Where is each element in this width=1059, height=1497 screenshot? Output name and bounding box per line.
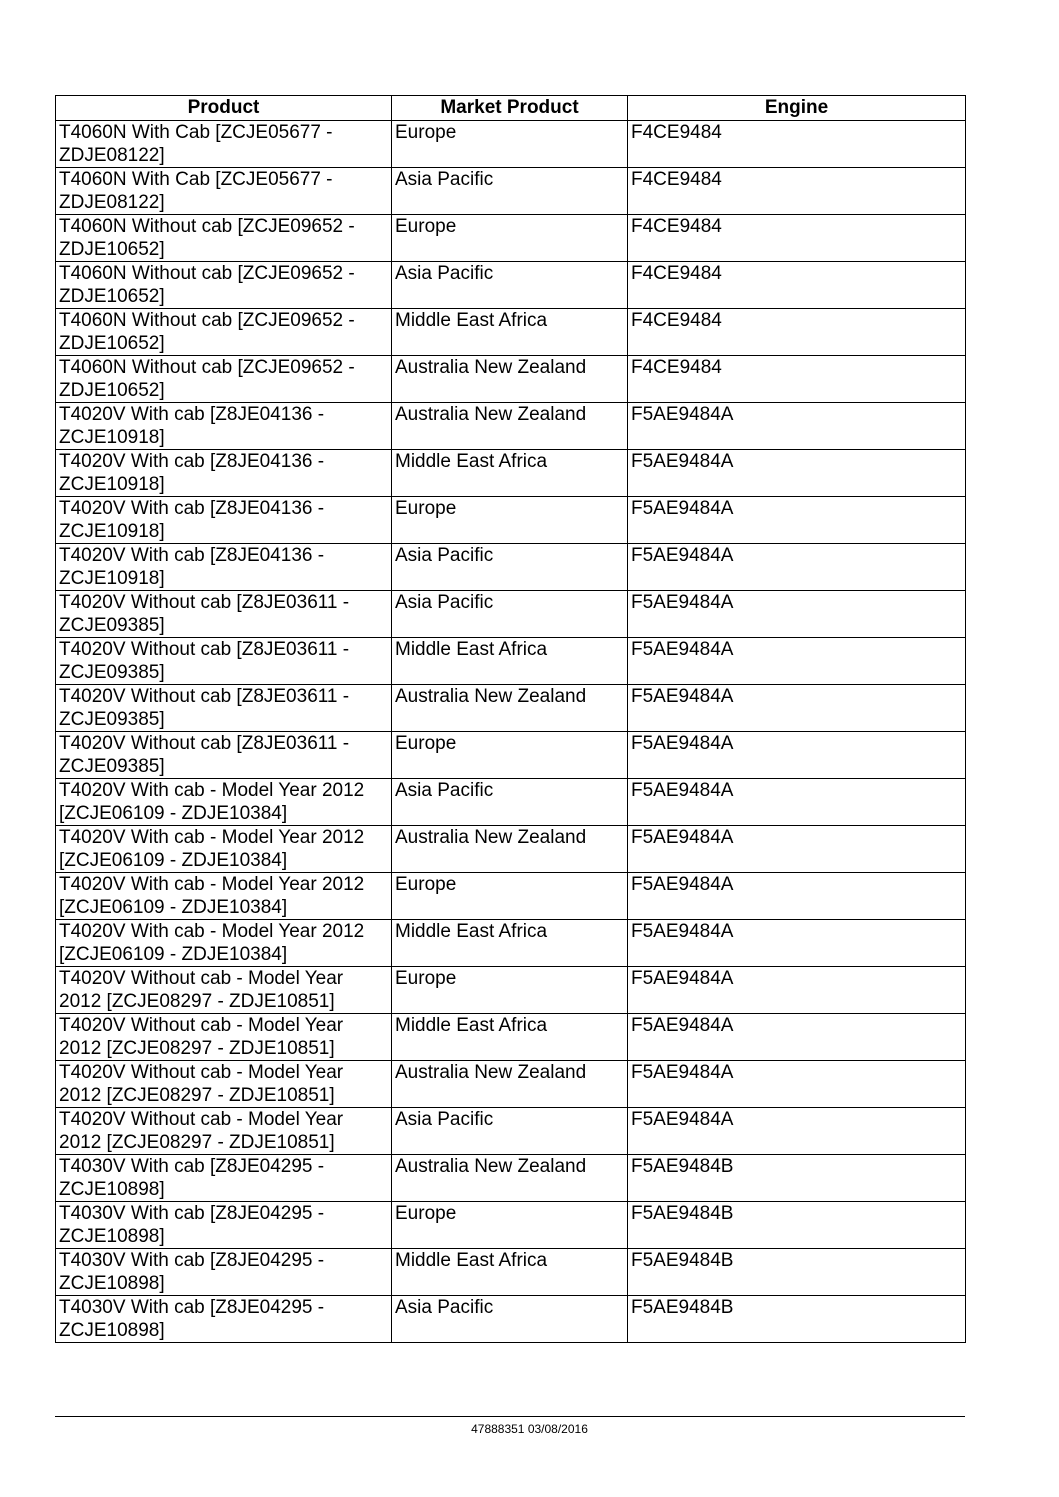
table-row	[56, 779, 966, 826]
cell-product: T4020V Without cab - Model Year 2012 [ZCJE08297 - ZDJE10851]	[56, 1061, 392, 1108]
table-row	[56, 544, 966, 591]
cell-engine: F5AE9484A	[628, 1014, 966, 1061]
cell-engine: F5AE9484B	[628, 1202, 966, 1249]
cell-engine: F4CE9484	[628, 121, 966, 168]
product-engine-table	[55, 95, 966, 1343]
cell-product: T4020V Without cab - Model Year 2012 [ZCJE08297 - ZDJE10851]	[56, 1108, 392, 1155]
table-row	[56, 356, 966, 403]
cell-market-product: Europe	[392, 732, 628, 779]
cell-engine: F5AE9484A	[628, 450, 966, 497]
cell-product: T4020V With cab - Model Year 2012 [ZCJE06109 - ZDJE10384]	[56, 826, 392, 873]
cell-engine: F4CE9484	[628, 309, 966, 356]
header-market-product: Market Product	[392, 96, 628, 121]
cell-market-product: Asia Pacific	[392, 168, 628, 215]
table-row	[56, 732, 966, 779]
cell-engine: F5AE9484A	[628, 591, 966, 638]
cell-engine: F5AE9484A	[628, 967, 966, 1014]
cell-engine: F5AE9484A	[628, 826, 966, 873]
cell-product: T4060N Without cab [ZCJE09652 - ZDJE10652]	[56, 356, 392, 403]
cell-product: T4020V With cab [Z8JE04136 - ZCJE10918]	[56, 544, 392, 591]
cell-product: T4060N Without cab [ZCJE09652 - ZDJE10652]	[56, 215, 392, 262]
cell-product: T4020V With cab [Z8JE04136 - ZCJE10918]	[56, 497, 392, 544]
table-header-row	[56, 96, 966, 121]
cell-engine: F4CE9484	[628, 215, 966, 262]
table-body	[56, 121, 966, 1343]
table-row	[56, 685, 966, 732]
cell-engine: F5AE9484A	[628, 732, 966, 779]
cell-product: T4020V With cab - Model Year 2012 [ZCJE06109 - ZDJE10384]	[56, 920, 392, 967]
cell-engine: F5AE9484A	[628, 638, 966, 685]
cell-market-product: Australia New Zealand	[392, 356, 628, 403]
cell-market-product: Middle East Africa	[392, 638, 628, 685]
table-row	[56, 1061, 966, 1108]
footer-divider	[55, 1416, 965, 1417]
cell-market-product: Australia New Zealand	[392, 1061, 628, 1108]
cell-product: T4020V Without cab [Z8JE03611 - ZCJE09385]	[56, 732, 392, 779]
table-row	[56, 168, 966, 215]
table-row	[56, 450, 966, 497]
table-row	[56, 591, 966, 638]
cell-product: T4030V With cab [Z8JE04295 - ZCJE10898]	[56, 1202, 392, 1249]
cell-product: T4020V Without cab [Z8JE03611 - ZCJE09385]	[56, 591, 392, 638]
cell-product: T4020V With cab [Z8JE04136 - ZCJE10918]	[56, 403, 392, 450]
cell-market-product: Middle East Africa	[392, 309, 628, 356]
table-row	[56, 309, 966, 356]
cell-market-product: Middle East Africa	[392, 920, 628, 967]
cell-engine: F5AE9484A	[628, 685, 966, 732]
cell-engine: F5AE9484A	[628, 1061, 966, 1108]
table-row	[56, 1155, 966, 1202]
cell-market-product: Asia Pacific	[392, 1108, 628, 1155]
table-row	[56, 403, 966, 450]
table-row	[56, 121, 966, 168]
table-row	[56, 967, 966, 1014]
table-row	[56, 826, 966, 873]
cell-product: T4030V With cab [Z8JE04295 - ZCJE10898]	[56, 1296, 392, 1343]
cell-engine: F5AE9484A	[628, 920, 966, 967]
cell-market-product: Asia Pacific	[392, 779, 628, 826]
cell-market-product: Europe	[392, 121, 628, 168]
table-row	[56, 638, 966, 685]
cell-market-product: Middle East Africa	[392, 450, 628, 497]
cell-market-product: Europe	[392, 873, 628, 920]
table-row	[56, 1202, 966, 1249]
cell-product: T4020V Without cab [Z8JE03611 - ZCJE09385]	[56, 638, 392, 685]
cell-product: T4020V With cab - Model Year 2012 [ZCJE06109 - ZDJE10384]	[56, 779, 392, 826]
cell-engine: F5AE9484A	[628, 497, 966, 544]
table-row	[56, 1249, 966, 1296]
cell-market-product: Australia New Zealand	[392, 1155, 628, 1202]
table-row	[56, 873, 966, 920]
footer-document-number: 47888351 03/08/2016	[471, 1422, 588, 1436]
cell-product: T4060N With Cab [ZCJE05677 - ZDJE08122]	[56, 168, 392, 215]
cell-market-product: Middle East Africa	[392, 1249, 628, 1296]
cell-market-product: Europe	[392, 1202, 628, 1249]
cell-product: T4030V With cab [Z8JE04295 - ZCJE10898]	[56, 1155, 392, 1202]
cell-product: T4020V Without cab - Model Year 2012 [ZCJE08297 - ZDJE10851]	[56, 1014, 392, 1061]
table-row	[56, 920, 966, 967]
cell-market-product: Australia New Zealand	[392, 685, 628, 732]
table-row	[56, 262, 966, 309]
cell-engine: F5AE9484A	[628, 779, 966, 826]
cell-market-product: Asia Pacific	[392, 1296, 628, 1343]
cell-product: T4020V With cab - Model Year 2012 [ZCJE06109 - ZDJE10384]	[56, 873, 392, 920]
cell-product: T4020V Without cab [Z8JE03611 - ZCJE09385]	[56, 685, 392, 732]
cell-market-product: Asia Pacific	[392, 544, 628, 591]
header-engine: Engine	[628, 96, 966, 121]
cell-market-product: Australia New Zealand	[392, 826, 628, 873]
cell-engine: F4CE9484	[628, 262, 966, 309]
cell-engine: F4CE9484	[628, 356, 966, 403]
cell-market-product: Middle East Africa	[392, 1014, 628, 1061]
cell-engine: F5AE9484A	[628, 544, 966, 591]
cell-engine: F5AE9484A	[628, 1108, 966, 1155]
cell-market-product: Europe	[392, 215, 628, 262]
table-row	[56, 497, 966, 544]
cell-market-product: Asia Pacific	[392, 262, 628, 309]
cell-engine: F5AE9484B	[628, 1249, 966, 1296]
cell-product: T4020V Without cab - Model Year 2012 [ZCJE08297 - ZDJE10851]	[56, 967, 392, 1014]
cell-engine: F5AE9484A	[628, 873, 966, 920]
cell-product: T4060N Without cab [ZCJE09652 - ZDJE10652]	[56, 262, 392, 309]
cell-product: T4060N Without cab [ZCJE09652 - ZDJE10652]	[56, 309, 392, 356]
table-row	[56, 215, 966, 262]
table-row	[56, 1296, 966, 1343]
cell-market-product: Asia Pacific	[392, 591, 628, 638]
cell-engine: F5AE9484B	[628, 1296, 966, 1343]
cell-product: T4030V With cab [Z8JE04295 - ZCJE10898]	[56, 1249, 392, 1296]
table-row	[56, 1108, 966, 1155]
cell-product: T4060N With Cab [ZCJE05677 - ZDJE08122]	[56, 121, 392, 168]
cell-engine: F4CE9484	[628, 168, 966, 215]
cell-market-product: Australia New Zealand	[392, 403, 628, 450]
cell-engine: F5AE9484A	[628, 403, 966, 450]
cell-product: T4020V With cab [Z8JE04136 - ZCJE10918]	[56, 450, 392, 497]
cell-market-product: Europe	[392, 967, 628, 1014]
header-product: Product	[56, 96, 392, 121]
cell-engine: F5AE9484B	[628, 1155, 966, 1202]
cell-market-product: Europe	[392, 497, 628, 544]
table-row	[56, 1014, 966, 1061]
